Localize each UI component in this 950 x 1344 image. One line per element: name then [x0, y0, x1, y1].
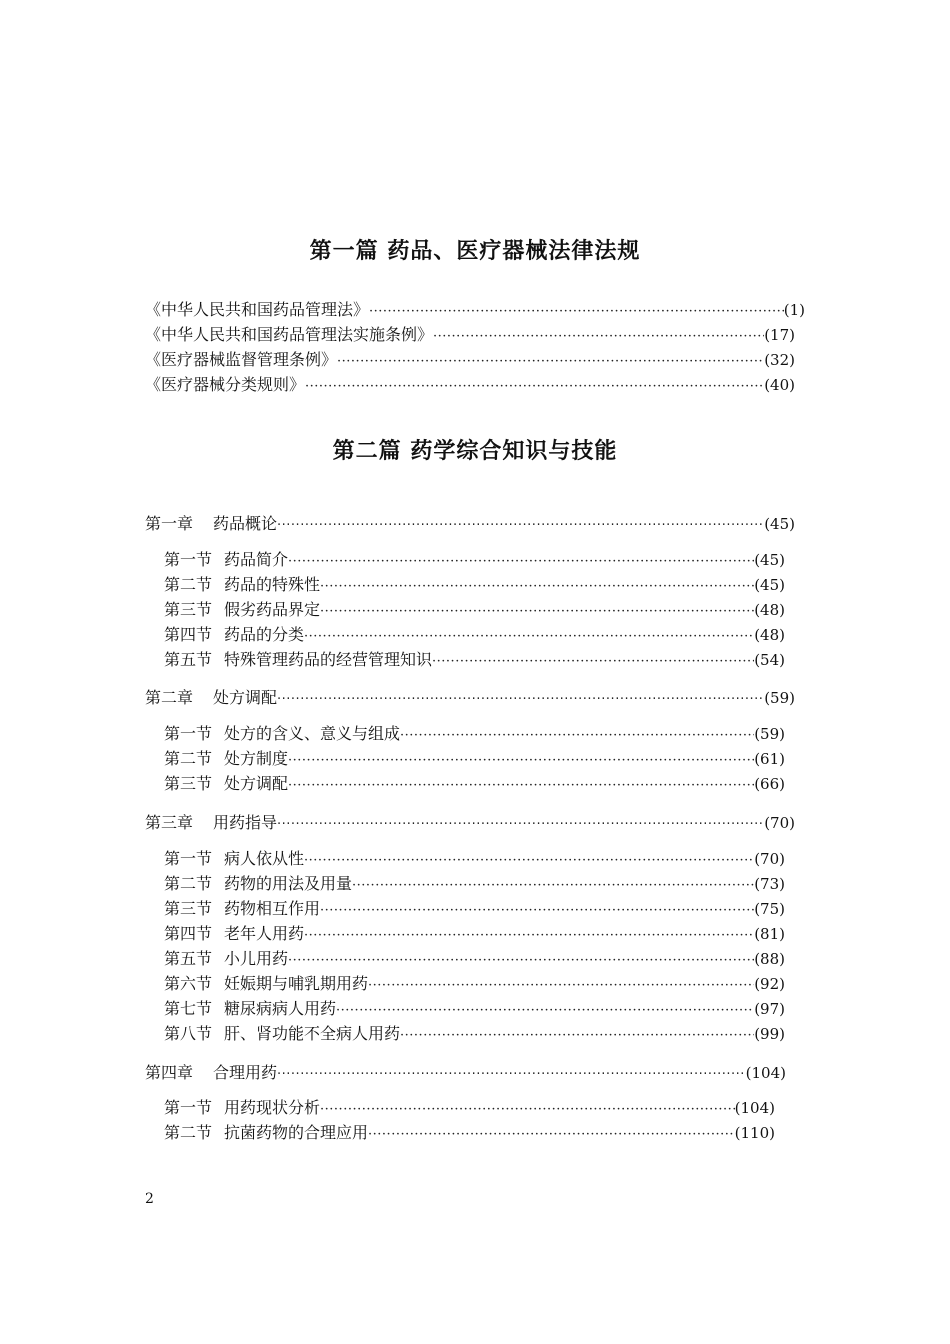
section-title: 药物的用法及用量 [224, 874, 353, 893]
section-title: 糖尿病病人用药 [224, 999, 337, 1018]
toc-entry-title: 《医疗器械监督管理条例》 [145, 350, 338, 369]
toc-chapter[interactable] [145, 811, 795, 835]
toc-section[interactable] [164, 922, 785, 946]
dot-leader [400, 724, 754, 746]
section-number: 第三节 [164, 899, 213, 918]
section-page: (110) [734, 1124, 775, 1142]
toc-section[interactable] [164, 897, 785, 921]
section-number: 第五节 [164, 650, 213, 669]
dot-leader [336, 999, 754, 1021]
dot-leader [320, 899, 754, 921]
toc-section[interactable] [164, 872, 785, 896]
section-number: 第二节 [164, 874, 213, 893]
chapter-number: 第四章 [145, 1063, 194, 1082]
section-page: (45) [754, 576, 785, 594]
page-number: 2 [145, 1191, 154, 1207]
toc-entry-title: 《医疗器械分类规则》 [145, 375, 306, 394]
toc-entry[interactable] [145, 298, 805, 322]
toc-entry[interactable] [145, 373, 795, 397]
section-title: 药品的分类 [224, 625, 305, 644]
section-number: 第四节 [164, 625, 213, 644]
section-number: 第五节 [164, 949, 213, 968]
chapter-title: 用药指导 [213, 813, 278, 832]
toc-section[interactable] [164, 573, 785, 597]
section-title: 肝、肾功能不全病人用药 [224, 1024, 401, 1043]
section-page: (88) [754, 950, 785, 968]
chapter-title: 处方调配 [213, 688, 278, 707]
chapter-page: (104) [745, 1064, 786, 1082]
section-title: 假劣药品界定 [224, 600, 321, 619]
toc-section[interactable] [164, 648, 785, 672]
toc-section[interactable] [164, 1096, 775, 1120]
section-page: (81) [754, 925, 785, 943]
dot-leader [288, 749, 754, 771]
section-number: 第二节 [164, 575, 213, 594]
section-page: (54) [754, 651, 785, 669]
dot-leader [304, 849, 754, 871]
section-number: 第一节 [164, 1098, 213, 1117]
part-title: 第一篇 药品、医疗器械法律法规 [309, 238, 641, 264]
toc-section[interactable] [164, 997, 785, 1021]
toc-section[interactable] [164, 947, 785, 971]
chapter-number: 第三章 [145, 813, 194, 832]
chapter-number: 第二章 [145, 688, 194, 707]
toc-section[interactable] [164, 847, 785, 871]
toc-section[interactable] [164, 772, 785, 796]
toc-section[interactable] [164, 1121, 775, 1145]
toc-section[interactable] [164, 623, 785, 647]
section-number: 第一节 [164, 724, 213, 743]
section-title: 处方制度 [224, 749, 289, 768]
section-page: (73) [754, 875, 785, 893]
section-number: 第一节 [164, 849, 213, 868]
dot-leader [320, 1098, 735, 1120]
section-page: (70) [754, 850, 785, 868]
section-number: 第四节 [164, 924, 213, 943]
chapter-page: (45) [764, 515, 795, 533]
dot-leader [277, 1063, 746, 1085]
section-number: 第八节 [164, 1024, 213, 1043]
chapter-page: (59) [764, 689, 795, 707]
dot-leader [277, 813, 764, 835]
dot-leader [433, 325, 764, 347]
dot-leader [432, 650, 754, 672]
dot-leader [400, 1024, 754, 1046]
section-title: 处方调配 [224, 774, 289, 793]
dot-leader [288, 949, 754, 971]
toc-entry[interactable] [145, 323, 795, 347]
chapter-title: 合理用药 [213, 1063, 278, 1082]
section-page: (48) [754, 626, 785, 644]
toc-section[interactable] [164, 722, 785, 746]
toc-section[interactable] [164, 598, 785, 622]
toc-entry[interactable] [145, 348, 795, 372]
section-title: 病人依从性 [224, 849, 305, 868]
section-number: 第七节 [164, 999, 213, 1018]
dot-leader [369, 300, 784, 322]
dot-leader [320, 600, 754, 622]
section-title: 老年人用药 [224, 924, 305, 943]
toc-entry-page: (17) [764, 326, 795, 344]
section-page: (75) [754, 900, 785, 918]
chapter-number: 第一章 [145, 514, 194, 533]
section-title: 妊娠期与哺乳期用药 [224, 974, 369, 993]
toc-entry-page: (40) [764, 376, 795, 394]
toc-entry-title: 《中华人民共和国药品管理法》 [145, 300, 370, 319]
section-number: 第三节 [164, 774, 213, 793]
section-title: 小儿用药 [224, 949, 289, 968]
dot-leader [337, 350, 764, 372]
section-title: 药品简介 [224, 550, 289, 569]
section-page: (48) [754, 601, 785, 619]
toc-chapter[interactable] [145, 686, 795, 710]
toc-chapter[interactable] [145, 512, 795, 536]
dot-leader [277, 688, 764, 710]
section-title: 处方的含义、意义与组成 [224, 724, 401, 743]
section-page: (59) [754, 725, 785, 743]
section-title: 药品的特殊性 [224, 575, 321, 594]
section-page: (99) [754, 1025, 785, 1043]
dot-leader [277, 514, 764, 536]
section-page: (45) [754, 551, 785, 569]
toc-entry-title: 《中华人民共和国药品管理法实施条例》 [145, 325, 434, 344]
dot-leader [368, 1123, 735, 1145]
section-page: (97) [754, 1000, 785, 1018]
toc-section[interactable] [164, 972, 785, 996]
toc-chapter[interactable] [145, 1061, 786, 1085]
dot-leader [352, 874, 754, 896]
dot-leader [320, 575, 754, 597]
section-number: 第一节 [164, 550, 213, 569]
section-page: (61) [754, 750, 785, 768]
section-number: 第六节 [164, 974, 213, 993]
section-number: 第二节 [164, 749, 213, 768]
section-title: 抗菌药物的合理应用 [224, 1123, 369, 1142]
section-title: 药物相互作用 [224, 899, 321, 918]
dot-leader [305, 375, 764, 397]
dot-leader [304, 625, 754, 647]
section-page: (66) [754, 775, 785, 793]
section-title: 特殊管理药品的经营管理知识 [224, 650, 433, 669]
toc-entry-page: (32) [764, 351, 795, 369]
toc-section[interactable] [164, 1022, 785, 1046]
section-page: (92) [754, 975, 785, 993]
section-number: 第三节 [164, 600, 213, 619]
section-page: (104) [734, 1099, 775, 1117]
toc-section[interactable] [164, 747, 785, 771]
section-title: 用药现状分析 [224, 1098, 321, 1117]
part-title: 第二篇 药学综合知识与技能 [332, 438, 618, 464]
chapter-page: (70) [764, 814, 795, 832]
toc-entry-page: (1) [783, 301, 805, 319]
section-number: 第二节 [164, 1123, 213, 1142]
chapter-title: 药品概论 [213, 514, 278, 533]
dot-leader [288, 774, 754, 796]
dot-leader [288, 550, 754, 572]
dot-leader [304, 924, 754, 946]
toc-section[interactable] [164, 548, 785, 572]
dot-leader [368, 974, 754, 996]
